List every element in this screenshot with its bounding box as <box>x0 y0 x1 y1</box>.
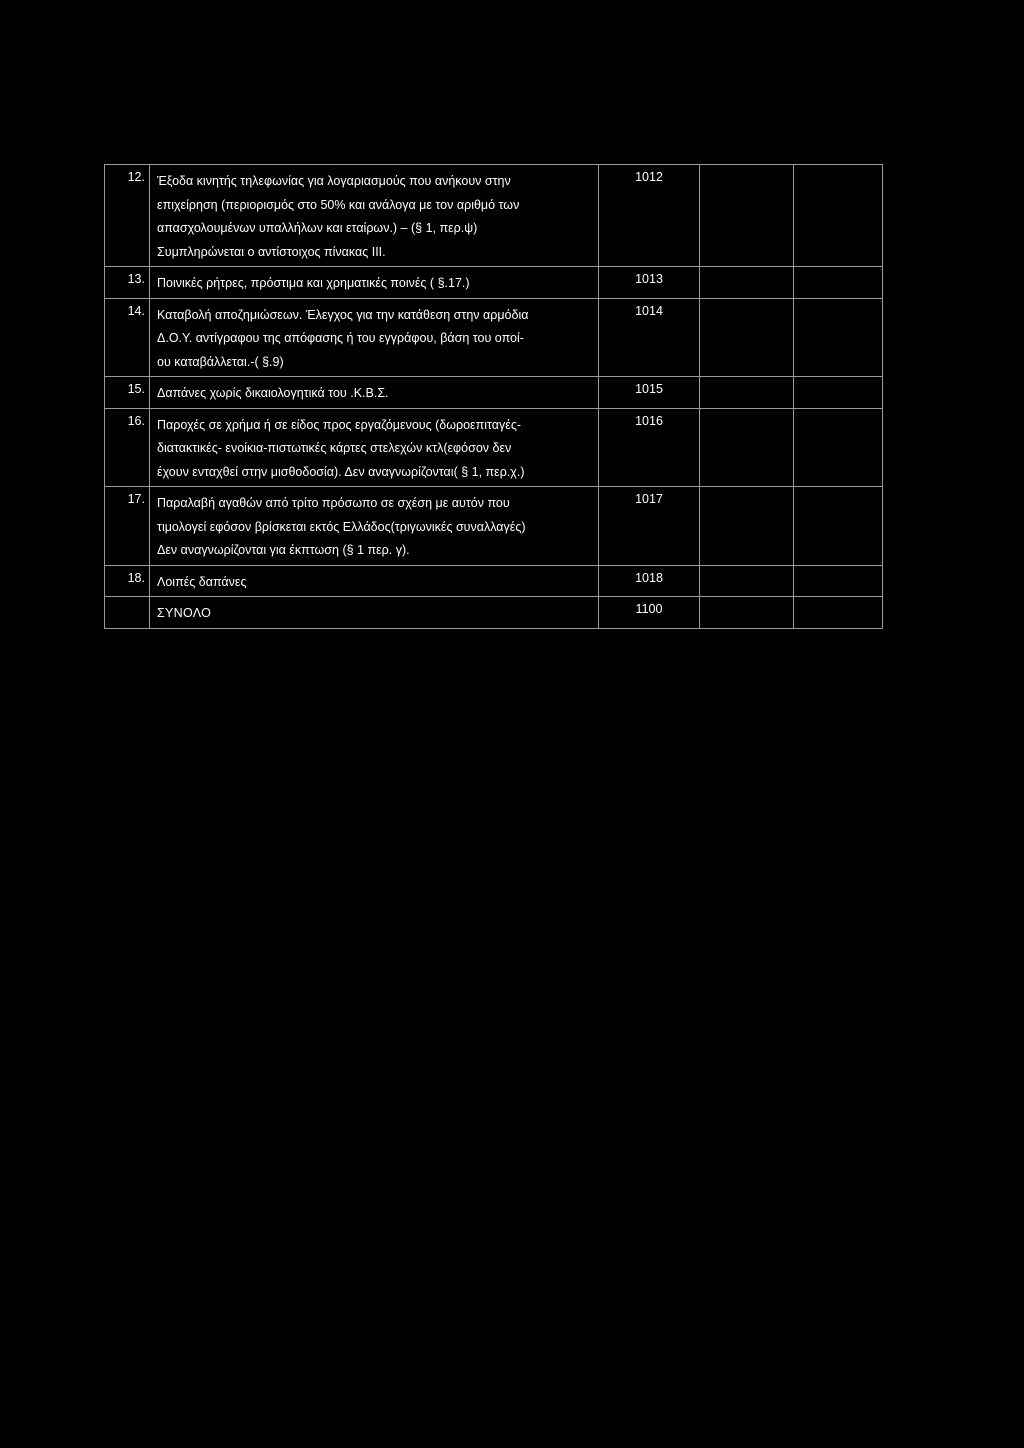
amount-cell-b <box>794 377 883 409</box>
amount-cell-b <box>794 408 883 487</box>
amount-cell-b <box>794 165 883 267</box>
description-line: διατακτικές- ενοίκια-πιστωτικές κάρτες στελεχών κτλ(εφόσον δεν <box>157 441 512 455</box>
amount-cell-a <box>700 298 794 377</box>
amount-cell-b <box>794 298 883 377</box>
row-description <box>150 487 599 566</box>
row-code: 1012 <box>599 165 700 267</box>
amount-cell-a <box>700 165 794 267</box>
amount-cell-b <box>794 565 883 597</box>
description-line: Λοιπές δαπάνες <box>157 574 247 589</box>
row-description <box>150 377 599 409</box>
row-number: 14. <box>105 298 150 377</box>
total-code: 1100 <box>599 597 700 629</box>
description-line: Συμπληρώνεται ο αντίστοιχος πίνακας ΙΙΙ. <box>157 244 386 259</box>
table-row <box>105 565 883 597</box>
amount-cell-a <box>700 408 794 487</box>
description-line: έχουν ενταχθεί στην μισθοδοσία). Δεν αναγνωρίζονται( § 1, περ.χ.) <box>157 464 525 479</box>
table-row <box>105 298 883 377</box>
row-number: 18. <box>105 565 150 597</box>
row-description <box>150 267 599 299</box>
description-line: Δ.Ο.Υ. αντίγραφου της απόφασης ή του εγγράφου, βάση του οποί- <box>157 331 524 345</box>
description-line: Παραλαβή αγαθών από τρίτο πρόσωπο σε σχέση με αυτόν που <box>157 496 510 510</box>
amount-cell-a <box>700 565 794 597</box>
total-amount-b <box>794 597 883 629</box>
description-line: Δαπάνες χωρίς δικαιολογητικά του .Κ.Β.Σ. <box>157 386 389 400</box>
row-code: 1017 <box>599 487 700 566</box>
amount-cell-a <box>700 487 794 566</box>
row-code: 1016 <box>599 408 700 487</box>
table-row <box>105 377 883 409</box>
table-row <box>105 165 883 267</box>
total-number <box>105 597 150 629</box>
row-number: 12. <box>105 165 150 267</box>
row-number: 13. <box>105 267 150 299</box>
total-description <box>150 597 599 629</box>
expenses-sheet <box>104 164 882 620</box>
total-row <box>105 597 883 629</box>
row-code: 1014 <box>599 298 700 377</box>
row-number: 15. <box>105 377 150 409</box>
description-line: επιχείρηση (περιορισμός στο 50% και ανάλογα με τον αριθμό των <box>157 197 520 212</box>
row-description <box>150 298 599 377</box>
row-description <box>150 408 599 487</box>
description-line: Δεν αναγνωρίζονται για έκπτωση (§ 1 περ. γ). <box>157 543 410 557</box>
row-number: 17. <box>105 487 150 566</box>
description-line: τιμολογεί εφόσον βρίσκεται εκτός Ελλάδος(τριγωνικές συναλλαγές) <box>157 519 526 534</box>
amount-cell-a <box>700 267 794 299</box>
description-line: Ποινικές ρήτρες, πρόστιμα και χρηματικές ποινές ( §.17.) <box>157 276 470 290</box>
description-line: απασχολουμένων υπαλλήλων και εταίρων.) – (§ 1, περ.ψ) <box>157 221 478 235</box>
table-row <box>105 487 883 566</box>
row-code: 1013 <box>599 267 700 299</box>
row-number: 16. <box>105 408 150 487</box>
description-line: Παροχές σε χρήμα ή σε είδος προς εργαζόμενους (δωροεπιταγές- <box>157 417 522 432</box>
total-amount-a <box>700 597 794 629</box>
amount-cell-a <box>700 377 794 409</box>
row-code: 1018 <box>599 565 700 597</box>
row-description <box>150 165 599 267</box>
amount-cell-b <box>794 267 883 299</box>
row-code: 1015 <box>599 377 700 409</box>
table-row <box>105 408 883 487</box>
description-line: Καταβολή αποζημιώσεων. Έλεγχος για την κατάθεση στην αρμόδια <box>157 307 529 322</box>
description-line: ου καταβάλλεται.-( §.9) <box>157 354 284 369</box>
expenses-table <box>104 164 883 629</box>
total-label: ΣΥΝΟΛΟ <box>157 606 212 620</box>
amount-cell-b <box>794 487 883 566</box>
row-description <box>150 565 599 597</box>
description-line: Έξοδα κινητής τηλεφωνίας για λογαριασμούς που ανήκουν στην <box>157 174 511 188</box>
table-row <box>105 267 883 299</box>
